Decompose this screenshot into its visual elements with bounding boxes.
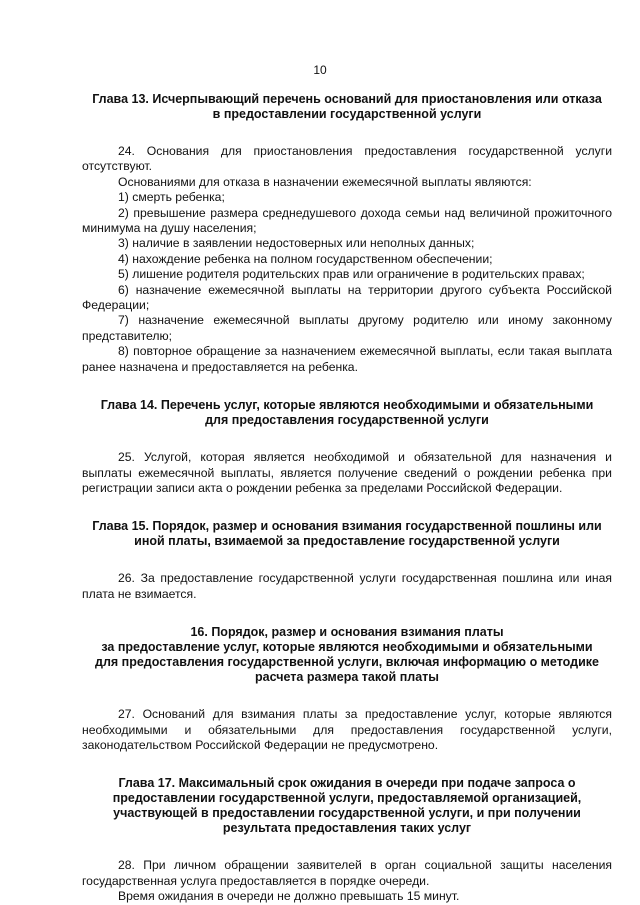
paragraph-25: 25. Услугой, которая является необходимой и обязательной для назначения и выплаты ежемесячной выплаты, является получение сведений о рождении ребенка при регистрации записи акта о рождении ребенка за пределами Российской Федерации. xyxy=(82,450,612,495)
chapter-16-heading-line: 16. Порядок, размер и основания взимания платы xyxy=(190,625,504,640)
paragraph-28: 28. При личном обращении заявителей в орган социальной защиты населения государственная услуга предоставляется в порядке очереди. xyxy=(82,858,612,888)
refusal-intro: Основаниями для отказа в назначении ежемесячной выплаты являются: xyxy=(118,174,532,189)
chapter-17-heading-line: предоставлении государственной услуги, предоставляемой организацией, xyxy=(112,791,582,806)
chapter-14-heading-line: для предоставления государственной услуги xyxy=(205,413,489,428)
paragraph-28-wait-time: Время ожидания в очереди не должно превышать 15 минут. xyxy=(118,889,460,904)
refusal-item: 8) повторное обращение за назначением ежемесячной выплаты, если такая выплата ранее назначена и предоставляется на ребенка. xyxy=(82,344,612,374)
chapter-15-heading-line: Глава 15. Порядок, размер и основания взимания государственной пошлины или xyxy=(92,519,602,534)
chapter-16-heading-line: за предоставление услуг, которые являются необходимыми и обязательными xyxy=(101,640,593,655)
page-number: 10 xyxy=(313,63,327,77)
chapter-16-heading-line: расчета размера такой платы xyxy=(255,670,439,685)
page-content xyxy=(82,92,612,905)
chapter-17-heading-line: результата предоставления таких услуг xyxy=(222,821,472,836)
refusal-item: 4) нахождение ребенка на полном государственном обеспечении; xyxy=(118,251,493,266)
chapter-17-heading xyxy=(82,776,612,836)
refusal-item: 1) смерть ребенка; xyxy=(118,190,225,205)
chapter-15-heading-line: иной платы, взимаемой за предоставление государственной услуги xyxy=(134,534,560,549)
chapter-13-heading-line: в предоставлении государственной услуги xyxy=(212,107,482,121)
chapter-16-heading xyxy=(82,625,612,685)
paragraph-27: 27. Оснований для взимания платы за предоставление услуг, которые являются необходимыми и обязательными для предоставления государственной услуги, законодательством Российской Федерации не предусмотрено. xyxy=(82,707,612,752)
chapter-14-heading-line: Глава 14. Перечень услуг, которые являются необходимыми и обязательными xyxy=(100,398,594,413)
chapter-13-heading xyxy=(82,92,612,122)
refusal-item: 7) назначение ежемесячной выплаты другому родителю или иному законному представителю; xyxy=(82,313,612,343)
chapter-17-heading-line: Глава 17. Максимальный срок ожидания в очереди при подаче запроса о xyxy=(118,776,576,791)
refusal-item: 3) наличие в заявлении недостоверных или неполных данных; xyxy=(118,236,475,251)
refusal-item: 6) назначение ежемесячной выплаты на территории другого субъекта Российской Федерации; xyxy=(82,282,612,313)
chapter-17-heading-line: участвующей в предоставлении государственной услуги, и при получении xyxy=(113,806,581,821)
chapter-15-heading xyxy=(82,519,612,549)
chapter-14-heading xyxy=(82,398,612,428)
paragraph-24: 24. Основания для приостановления предоставления государственной услуги отсутствуют. xyxy=(82,144,612,174)
chapter-16-heading-line: для предоставления государственной услуги, включая информацию о методике xyxy=(95,655,599,670)
refusal-item: 5) лишение родителя родительских прав или ограничение в родительских правах; xyxy=(118,267,585,282)
paragraph-26: 26. За предоставление государственной услуги государственная пошлина или иная плата не взимается. xyxy=(82,571,612,601)
chapter-13-heading-line: Глава 13. Исчерпывающий перечень оснований для приостановления или отказа xyxy=(92,92,602,106)
refusal-item: 2) превышение размера среднедушевого дохода семьи над величиной прожиточного минимума на душу населения; xyxy=(82,205,612,236)
